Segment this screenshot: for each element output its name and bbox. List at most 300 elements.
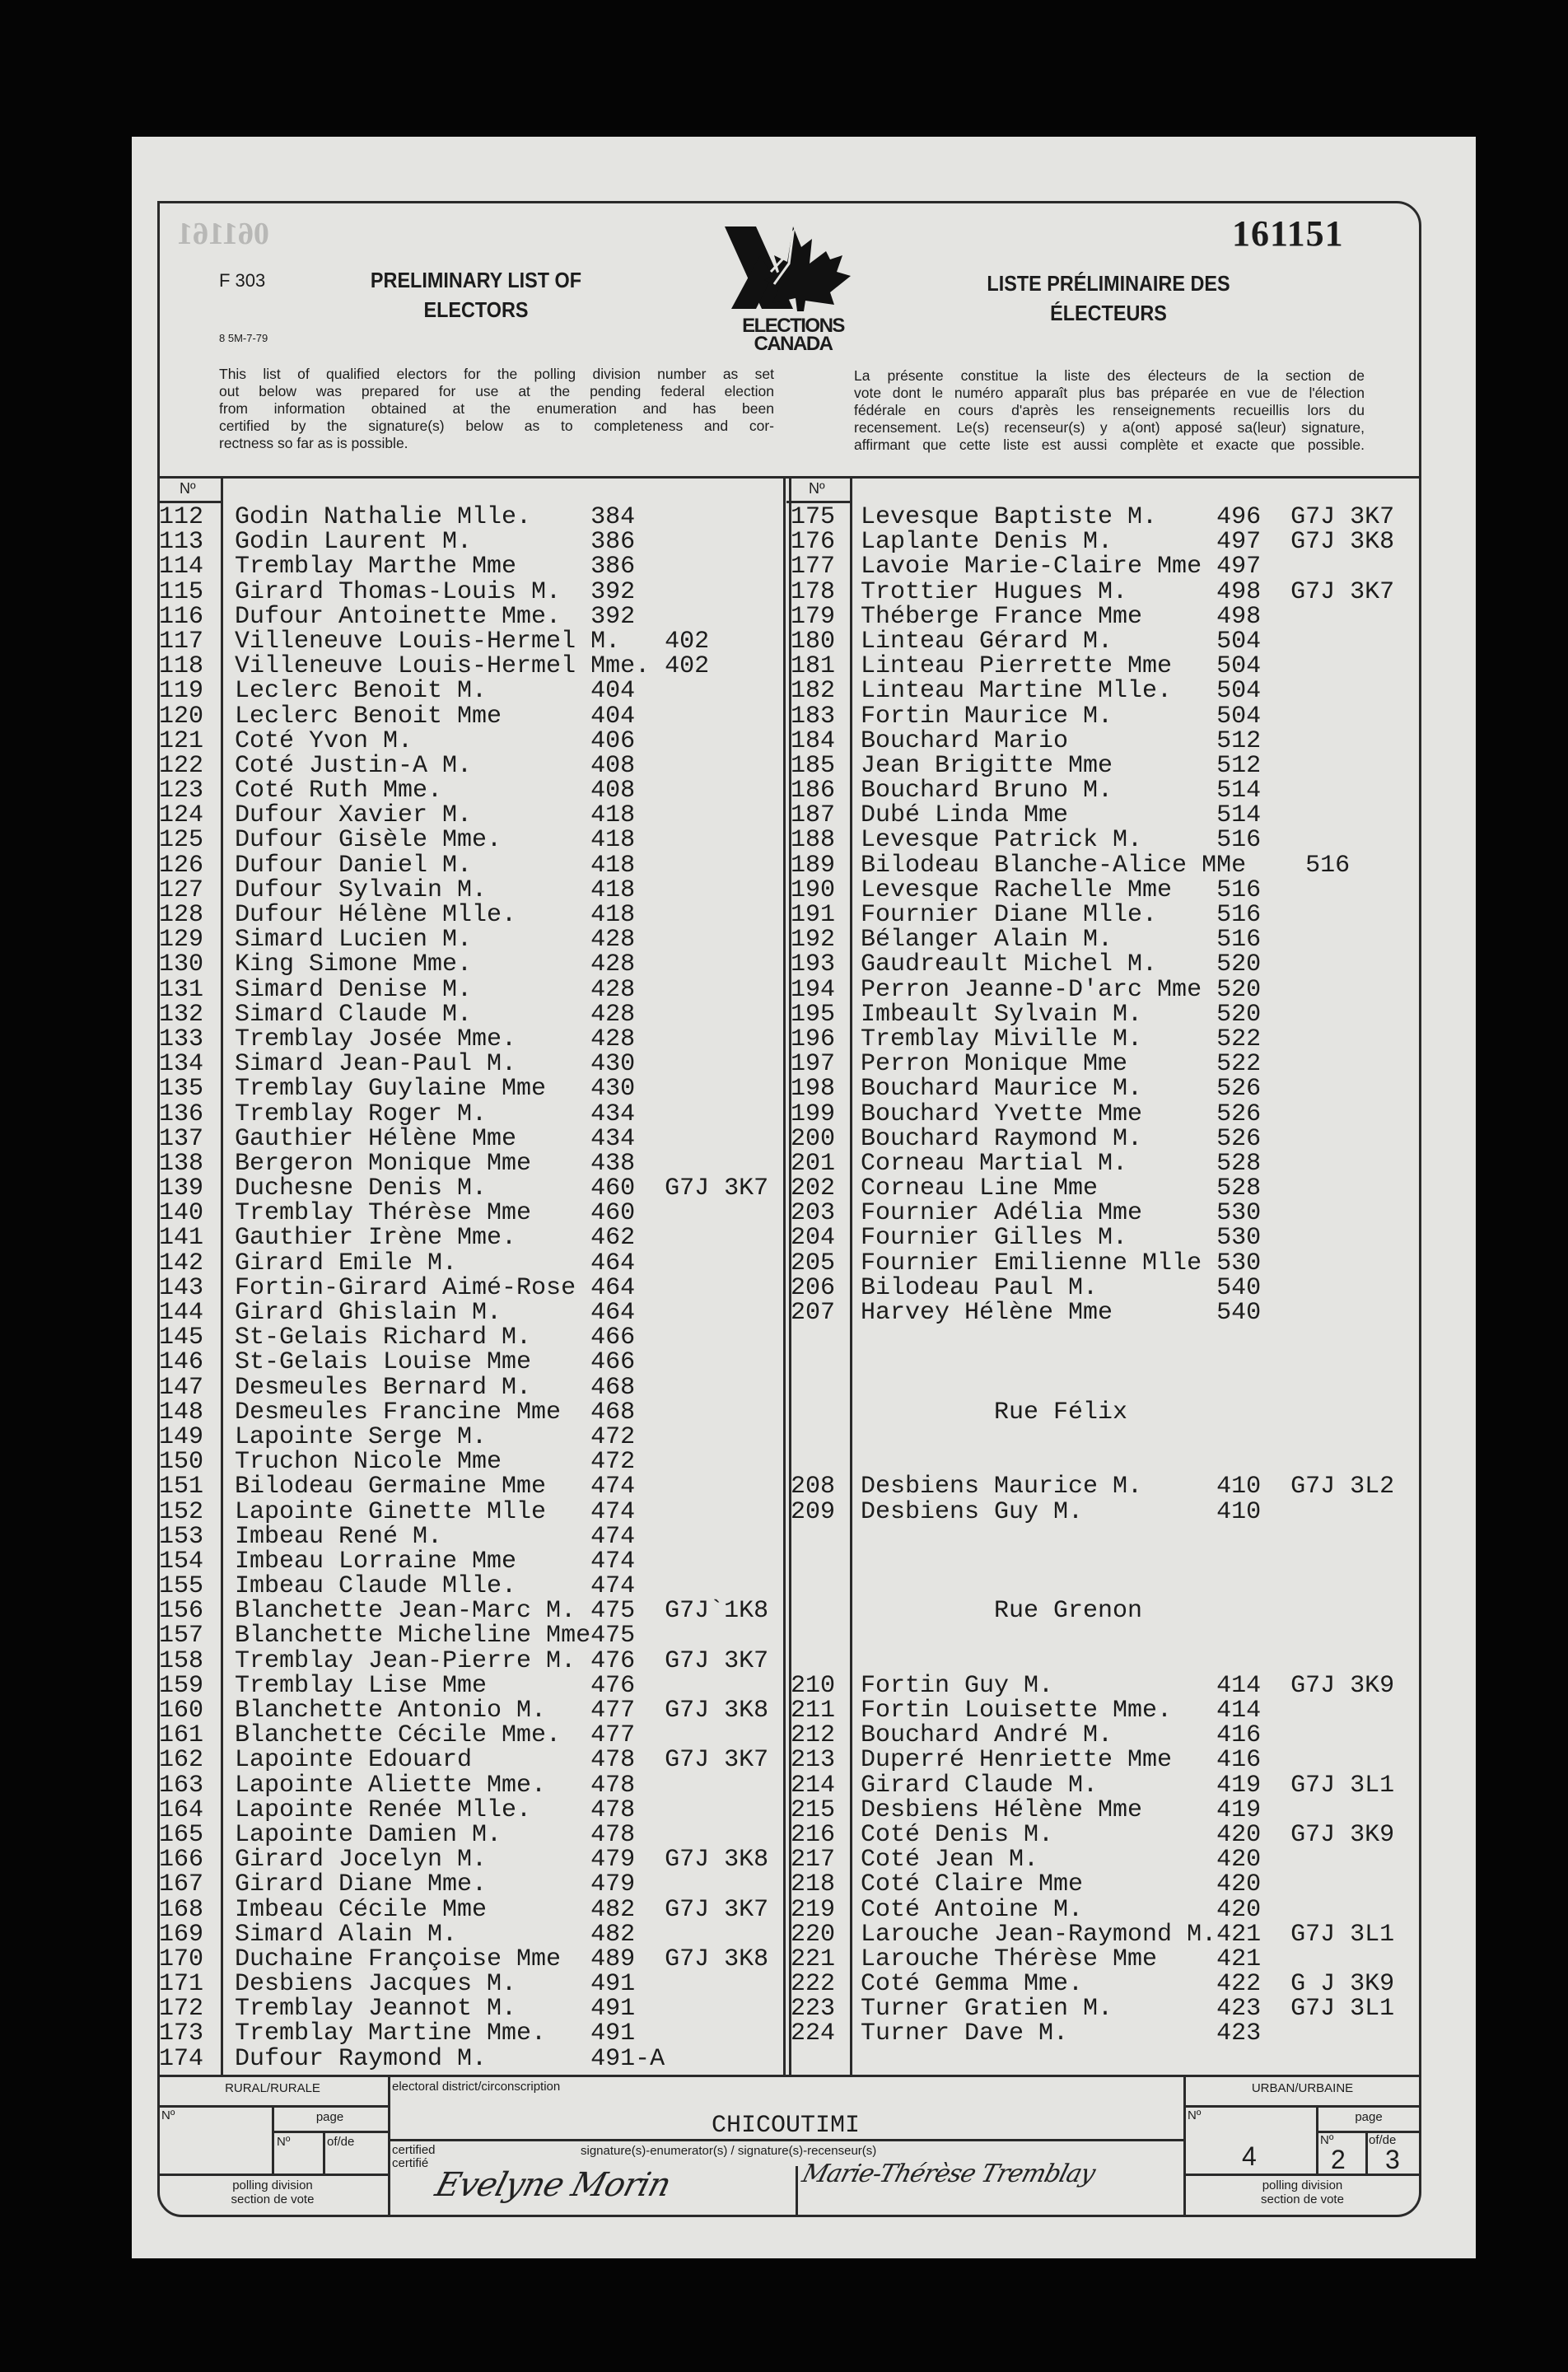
blank-row xyxy=(791,1450,1416,1474)
elector-row xyxy=(159,2044,785,2073)
elector-row xyxy=(159,505,785,530)
elector-name: Jean Brigitte Mme xyxy=(861,751,1113,780)
elector-number: 204 xyxy=(791,1224,836,1253)
elector-row xyxy=(791,903,1416,927)
elector-number: 202 xyxy=(791,1174,836,1203)
rural-page-no-label: Nº xyxy=(277,2135,291,2149)
elector-row xyxy=(159,1102,785,1127)
elector-number: 206 xyxy=(791,1273,836,1302)
civic-number: 421 xyxy=(1216,1945,1262,1973)
elector-entry xyxy=(235,1251,635,1276)
civic-number: 512 xyxy=(1216,726,1262,755)
elector-name: Bilodeau Germaine Mme xyxy=(235,1473,547,1501)
elector-number: 135 xyxy=(159,1075,204,1104)
enumerator-signature-2: Marie-Thérèse Tremblay xyxy=(799,2160,1099,2188)
elector-number: 170 xyxy=(159,1945,204,1973)
elector-name: Coté Claire Mme xyxy=(861,1870,1084,1899)
elector-name: King Simone Mme. xyxy=(235,950,473,979)
elector-row xyxy=(791,1947,1416,1972)
elector-row xyxy=(159,1474,785,1499)
elector-entry xyxy=(235,778,635,803)
elector-name: Dufour Daniel M. xyxy=(235,851,473,880)
elector-name: Tremblay Marthe Mme xyxy=(235,553,517,581)
elector-name: Tremblay Jean-Pierre M. xyxy=(235,1646,576,1675)
civic-number: 386 xyxy=(590,553,636,581)
elector-number: 213 xyxy=(791,1746,836,1775)
elector-entry xyxy=(861,528,1395,557)
elector-entry xyxy=(235,677,636,706)
elector-entry xyxy=(235,1350,635,1375)
elector-name: Tremblay Lise Mme xyxy=(235,1671,488,1700)
elector-name: Imbeau René M. xyxy=(235,1522,443,1551)
elector-number: 168 xyxy=(159,1895,204,1924)
elector-name: Larouche Jean-Raymond M. xyxy=(861,1920,1217,1949)
elector-row xyxy=(791,654,1416,679)
logo-word: CANADA xyxy=(754,333,833,355)
elector-entry xyxy=(235,528,636,557)
elector-number: 157 xyxy=(159,1622,204,1651)
elector-entry xyxy=(235,1746,769,1775)
no-column-header: Nº xyxy=(180,480,196,497)
rural-page-label: page xyxy=(315,2110,344,2124)
postal-code: G7J 3K7 xyxy=(665,1895,769,1924)
elector-entry xyxy=(861,1102,1261,1127)
postal-code: G J 3K9 xyxy=(1290,1970,1395,1999)
urban-polling-division-label xyxy=(1183,2178,1421,2206)
elector-name: Simard Claude M. xyxy=(235,1000,473,1029)
elector-number: 188 xyxy=(791,826,836,855)
civic-number: 504 xyxy=(1216,627,1262,656)
postal-code: G7J 3K7 xyxy=(665,1174,769,1203)
elector-name: Larouche Thérèse Mme xyxy=(861,1945,1158,1973)
elector-number: 201 xyxy=(791,1149,836,1178)
elector-number: 154 xyxy=(159,1547,204,1576)
elector-number: 127 xyxy=(159,875,204,904)
elector-row xyxy=(791,1300,1416,1325)
elector-entry xyxy=(235,2021,635,2046)
elector-row xyxy=(791,1922,1416,1947)
civic-number: 479 xyxy=(590,1846,636,1875)
elector-entry xyxy=(235,803,635,828)
elector-row xyxy=(791,1497,1416,1526)
elector-number: 132 xyxy=(159,1000,204,1029)
civic-number: 392 xyxy=(590,602,636,631)
elector-number: 124 xyxy=(159,801,204,830)
civic-number: 476 xyxy=(590,1646,636,1675)
elector-entry xyxy=(861,1795,1262,1824)
elector-entry xyxy=(235,1075,636,1104)
elector-number: 142 xyxy=(159,1249,204,1277)
elector-name: Dufour Sylvain M. xyxy=(235,875,488,904)
civic-number: 528 xyxy=(1216,1149,1262,1178)
elector-name: Lapointe Edouard xyxy=(235,1746,473,1775)
elector-entry xyxy=(861,677,1262,706)
elector-name: Levesque Rachelle Mme xyxy=(861,875,1173,904)
elector-row xyxy=(791,1201,1416,1226)
elector-name: Dufour Raymond M. xyxy=(235,2044,488,2073)
elector-name: Fournier Gilles M. xyxy=(861,1224,1128,1253)
civic-number: 464 xyxy=(590,1299,636,1327)
elector-row xyxy=(791,751,1416,780)
postal-code: G7J 3K8 xyxy=(665,1697,769,1725)
elector-number: 186 xyxy=(791,777,836,805)
elector-name: Desbiens Hélène Mme xyxy=(861,1795,1143,1824)
elector-row xyxy=(159,1549,785,1574)
elector-entry xyxy=(235,975,636,1004)
elector-entry xyxy=(861,1124,1262,1153)
elector-entry xyxy=(235,505,635,530)
elector-row xyxy=(791,1773,1416,1798)
elector-number: 193 xyxy=(791,950,836,979)
intro-line: This list of qualified electors for the polling division number as set xyxy=(219,366,774,382)
elector-entry xyxy=(235,1995,636,2024)
elector-entry xyxy=(235,1549,635,1574)
elector-entry xyxy=(861,1746,1262,1775)
elector-number: 155 xyxy=(159,1572,204,1601)
elector-name: Desbiens Maurice M. xyxy=(861,1473,1143,1501)
civic-number: 420 xyxy=(1216,1820,1262,1849)
elector-number: 133 xyxy=(159,1025,204,1053)
street-heading: Rue Félix xyxy=(994,1398,1128,1426)
label-line: polling division xyxy=(232,2178,313,2192)
logo-word: ELECTIONS xyxy=(742,315,844,337)
civic-number: 423 xyxy=(1216,2019,1262,2048)
elector-entry xyxy=(235,654,709,679)
elector-row xyxy=(791,1102,1416,1127)
elector-number: 152 xyxy=(159,1497,204,1526)
postal-code: G7J 3K7 xyxy=(1290,503,1395,531)
civic-number: 474 xyxy=(590,1522,636,1551)
elector-row xyxy=(791,975,1416,1004)
postal-code: G7J 3K7 xyxy=(665,1646,769,1675)
elector-row xyxy=(791,1795,1416,1824)
elector-number: 176 xyxy=(791,528,836,557)
elector-entry xyxy=(861,2021,1261,2046)
elector-row xyxy=(159,926,785,955)
elector-row xyxy=(791,803,1416,828)
elector-number: 183 xyxy=(791,702,836,731)
postal-code: G7J 3K8 xyxy=(665,1945,769,1973)
elector-name: Coté Yvon M. xyxy=(235,726,413,755)
elector-entry xyxy=(861,704,1261,729)
elector-list-left xyxy=(159,505,785,2071)
blank-row xyxy=(791,1425,1416,1450)
elector-name: Tremblay Miville M. xyxy=(861,1025,1143,1053)
elector-number: 189 xyxy=(791,851,836,880)
elector-number: 139 xyxy=(159,1174,204,1203)
elector-name: Lavoie Marie-Claire Mme xyxy=(861,553,1202,581)
street-heading-row xyxy=(791,1400,1416,1425)
elector-number: 167 xyxy=(159,1870,204,1899)
elector-number: 165 xyxy=(159,1820,204,1849)
elector-row xyxy=(159,826,785,855)
elector-number: 173 xyxy=(159,2019,204,2048)
elector-name: Levesque Patrick M. xyxy=(861,826,1143,855)
civic-number: 497 xyxy=(1216,528,1262,557)
elector-row xyxy=(159,875,785,904)
street-heading: Rue Grenon xyxy=(994,1597,1143,1626)
elector-number: 112 xyxy=(159,503,204,531)
x-maple-leaf-icon xyxy=(715,222,871,313)
intro-french xyxy=(854,367,1365,454)
civic-number: 402 xyxy=(620,627,710,656)
elector-number: 219 xyxy=(791,1895,836,1924)
print-code: 8 5M-7-79 xyxy=(219,332,268,344)
civic-number: 489 xyxy=(590,1945,636,1973)
elector-name: Simard Lucien M. xyxy=(235,926,473,955)
intro-line: from information obtained at the enumeration and has been xyxy=(219,400,774,417)
civic-number: 462 xyxy=(590,1224,636,1253)
elector-number: 223 xyxy=(791,1995,836,2024)
elector-row xyxy=(159,751,785,780)
title-line: LISTE PRÉLIMINAIRE DES xyxy=(987,271,1230,296)
elector-name: Fortin Guy M. xyxy=(861,1671,1054,1700)
elector-entry xyxy=(235,853,635,878)
elector-row xyxy=(791,577,1416,606)
elector-number: 181 xyxy=(791,652,836,681)
elector-number: 174 xyxy=(159,2044,204,2073)
elector-entry xyxy=(861,602,1262,631)
elector-entry xyxy=(235,1124,636,1153)
elector-entry xyxy=(235,1300,635,1325)
blank-row xyxy=(791,1525,1416,1549)
elector-row xyxy=(791,1746,1416,1775)
elector-name: Blanchette Jean-Marc M. xyxy=(235,1597,576,1626)
elector-name: Dubé Linda Mme xyxy=(861,801,1069,830)
elector-number: 136 xyxy=(159,1100,204,1128)
civic-number: 420 xyxy=(1216,1895,1262,1924)
elector-number: 119 xyxy=(159,677,204,706)
elector-row xyxy=(791,853,1416,878)
elector-name: Gaudreault Michel M. xyxy=(861,950,1158,979)
elector-number: 117 xyxy=(159,627,204,656)
civic-number: 422 xyxy=(1216,1970,1262,1999)
elector-row xyxy=(159,778,785,803)
elector-number: 138 xyxy=(159,1149,204,1178)
elector-entry xyxy=(861,1671,1395,1700)
elector-row xyxy=(791,926,1416,955)
no-column-header: Nº xyxy=(809,480,825,497)
signature-label: signature(s)-enumerator(s) / signature(s)-recenseur(s) xyxy=(581,2144,877,2158)
elector-name: Lapointe Renée Mlle. xyxy=(235,1795,532,1824)
elector-entry xyxy=(235,1773,635,1798)
blank-row xyxy=(791,1574,1416,1599)
elector-number: 198 xyxy=(791,1075,836,1104)
elector-entry xyxy=(861,1895,1262,1924)
elector-entry xyxy=(235,1970,636,1999)
elector-entry xyxy=(235,1895,769,1924)
elector-entry xyxy=(235,1050,636,1079)
elector-entry xyxy=(235,629,709,654)
elector-entry xyxy=(861,751,1262,780)
elector-name: Levesque Baptiste M. xyxy=(861,503,1158,531)
civic-number: 418 xyxy=(590,875,636,904)
certified-label xyxy=(392,2144,436,2170)
elector-name: Tremblay Thérèse Mme xyxy=(235,1199,532,1228)
elector-number: 158 xyxy=(159,1646,204,1675)
elector-row xyxy=(791,505,1416,530)
elector-row xyxy=(791,1224,1416,1253)
civic-number: 460 xyxy=(590,1199,636,1228)
urban-label: URBAN/URBAINE xyxy=(1251,2081,1354,2095)
elector-number: 156 xyxy=(159,1597,204,1626)
elector-row xyxy=(159,1922,785,1947)
civic-number: 491 xyxy=(590,1995,636,2024)
civic-number: 516 xyxy=(1246,851,1351,880)
elector-entry xyxy=(861,952,1261,977)
elector-number: 199 xyxy=(791,1100,836,1128)
elector-number: 131 xyxy=(159,975,204,1004)
elector-row xyxy=(791,1124,1416,1153)
elector-name: St-Gelais Richard M. xyxy=(235,1324,532,1352)
elector-row xyxy=(159,1124,785,1153)
elector-entry xyxy=(235,1027,635,1052)
civic-number: 474 xyxy=(590,1497,636,1526)
elector-name: Bouchard Raymond M. xyxy=(861,1124,1143,1153)
footer-rule xyxy=(157,2174,388,2176)
elector-entry xyxy=(861,1151,1261,1176)
civic-number: 418 xyxy=(590,901,636,929)
civic-number: 528 xyxy=(1216,1174,1262,1203)
civic-number: 438 xyxy=(590,1149,636,1178)
elector-name: Turner Dave M. xyxy=(861,2019,1069,2048)
urban-page-label: page xyxy=(1355,2110,1383,2124)
civic-number: 402 xyxy=(650,652,710,681)
elector-row xyxy=(791,726,1416,755)
civic-number: 430 xyxy=(590,1050,636,1079)
blank-row xyxy=(791,1623,1416,1648)
elector-number: 122 xyxy=(159,751,204,780)
elector-name: Coté Ruth Mme. xyxy=(235,777,443,805)
elector-name: Bouchard Bruno M. xyxy=(861,777,1113,805)
elector-entry xyxy=(861,1201,1261,1226)
elector-entry xyxy=(235,2044,665,2073)
civic-number: 491-A xyxy=(590,2044,665,2073)
civic-number: 514 xyxy=(1216,777,1262,805)
elector-name: Lapointe Serge M. xyxy=(235,1422,488,1451)
rural-no-label: Nº xyxy=(161,2108,175,2122)
elector-entry xyxy=(861,554,1261,579)
elector-entry xyxy=(235,704,635,729)
elector-row xyxy=(159,1795,785,1824)
elector-entry xyxy=(861,1497,1262,1526)
elector-number: 197 xyxy=(791,1050,836,1079)
elector-entry xyxy=(861,1820,1395,1849)
elector-name: Desmeules Bernard M. xyxy=(235,1373,532,1402)
civic-number: 478 xyxy=(590,1746,636,1775)
civic-number: 428 xyxy=(590,1025,636,1053)
elector-row xyxy=(791,1151,1416,1176)
civic-number: 540 xyxy=(1216,1273,1262,1302)
elector-row xyxy=(159,654,785,679)
elector-row xyxy=(159,1522,785,1551)
elector-name: Laplante Denis M. xyxy=(861,528,1113,557)
elector-name: Simard Alain M. xyxy=(235,1920,458,1949)
elector-entry xyxy=(235,751,636,780)
faded-serial-number: 061161 xyxy=(177,217,269,251)
elector-row xyxy=(159,1201,785,1226)
elector-number: 178 xyxy=(791,577,836,606)
elector-number: 116 xyxy=(159,602,204,631)
elector-name: Linteau Gérard M. xyxy=(861,627,1113,656)
civic-number: 530 xyxy=(1216,1199,1262,1228)
elector-number: 120 xyxy=(159,702,204,731)
elector-name: Girard Jocelyn M. xyxy=(235,1846,488,1875)
postal-code: G7J 3L1 xyxy=(1290,1920,1395,1949)
civic-number: 478 xyxy=(590,1820,636,1849)
elector-number: 203 xyxy=(791,1199,836,1228)
civic-number: 386 xyxy=(590,528,636,557)
elector-entry xyxy=(235,1597,769,1626)
elector-number: 222 xyxy=(791,1970,836,1999)
rural-label: RURAL/RURALE xyxy=(225,2081,320,2095)
elector-row xyxy=(159,1995,785,2024)
civic-number: 464 xyxy=(590,1273,636,1302)
elector-name: Tremblay Josée Mme. xyxy=(235,1025,517,1053)
elector-row xyxy=(159,1671,785,1700)
rural-page-of-label: of/de xyxy=(327,2135,355,2149)
elector-entry xyxy=(861,1947,1261,1972)
elector-row xyxy=(791,1995,1416,2024)
elector-entry xyxy=(235,903,635,927)
elector-name: Tremblay Jeannot M. xyxy=(235,1995,517,2024)
elector-name: Bouchard Yvette Mme xyxy=(861,1100,1143,1128)
civic-number: 416 xyxy=(1216,1746,1262,1775)
elector-row xyxy=(159,1497,785,1526)
elector-name: Duperré Henriette Mme xyxy=(861,1746,1173,1775)
elector-row xyxy=(791,826,1416,855)
elector-row xyxy=(159,1698,785,1723)
elector-row xyxy=(159,1075,785,1104)
elector-number: 175 xyxy=(791,503,836,531)
elector-row xyxy=(791,1251,1416,1276)
urban-page-no-label: Nº xyxy=(1320,2133,1334,2147)
elector-name: Lapointe Aliette Mme. xyxy=(235,1771,547,1800)
elector-entry xyxy=(861,1176,1261,1201)
civic-number: 478 xyxy=(590,1771,636,1800)
elector-row xyxy=(791,1176,1416,1201)
civic-number: 520 xyxy=(1216,1000,1262,1029)
elector-entry xyxy=(861,1002,1261,1027)
elector-entry xyxy=(861,826,1262,855)
civic-number: 468 xyxy=(590,1398,636,1426)
elector-entry xyxy=(235,1151,635,1176)
elector-name: Dufour Xavier M. xyxy=(235,801,473,830)
elector-number: 191 xyxy=(791,901,836,929)
elector-row xyxy=(791,629,1416,654)
elector-row xyxy=(791,1970,1416,1999)
footer-top-rule xyxy=(157,2075,1421,2077)
elector-number: 210 xyxy=(791,1671,836,1700)
elector-row xyxy=(159,952,785,977)
elector-name: Lapointe Damien M. xyxy=(235,1820,502,1849)
elector-row xyxy=(159,1872,785,1897)
civic-number: 404 xyxy=(590,702,636,731)
civic-number: 418 xyxy=(590,826,636,855)
label-line: polling division xyxy=(1262,2178,1343,2192)
elector-entry xyxy=(235,577,636,606)
elector-number: 137 xyxy=(159,1124,204,1153)
civic-number: 475 xyxy=(590,1622,636,1651)
elector-number: 220 xyxy=(791,1920,836,1949)
elector-number: 130 xyxy=(159,950,204,979)
civic-number: 474 xyxy=(590,1547,636,1576)
elections-canada-logo xyxy=(715,222,871,355)
elector-name: Girard Thomas-Louis M. xyxy=(235,577,562,606)
civic-number: 408 xyxy=(590,777,636,805)
elector-name: Desbiens Jacques M. xyxy=(235,1970,517,1999)
civic-number: 468 xyxy=(590,1373,636,1402)
